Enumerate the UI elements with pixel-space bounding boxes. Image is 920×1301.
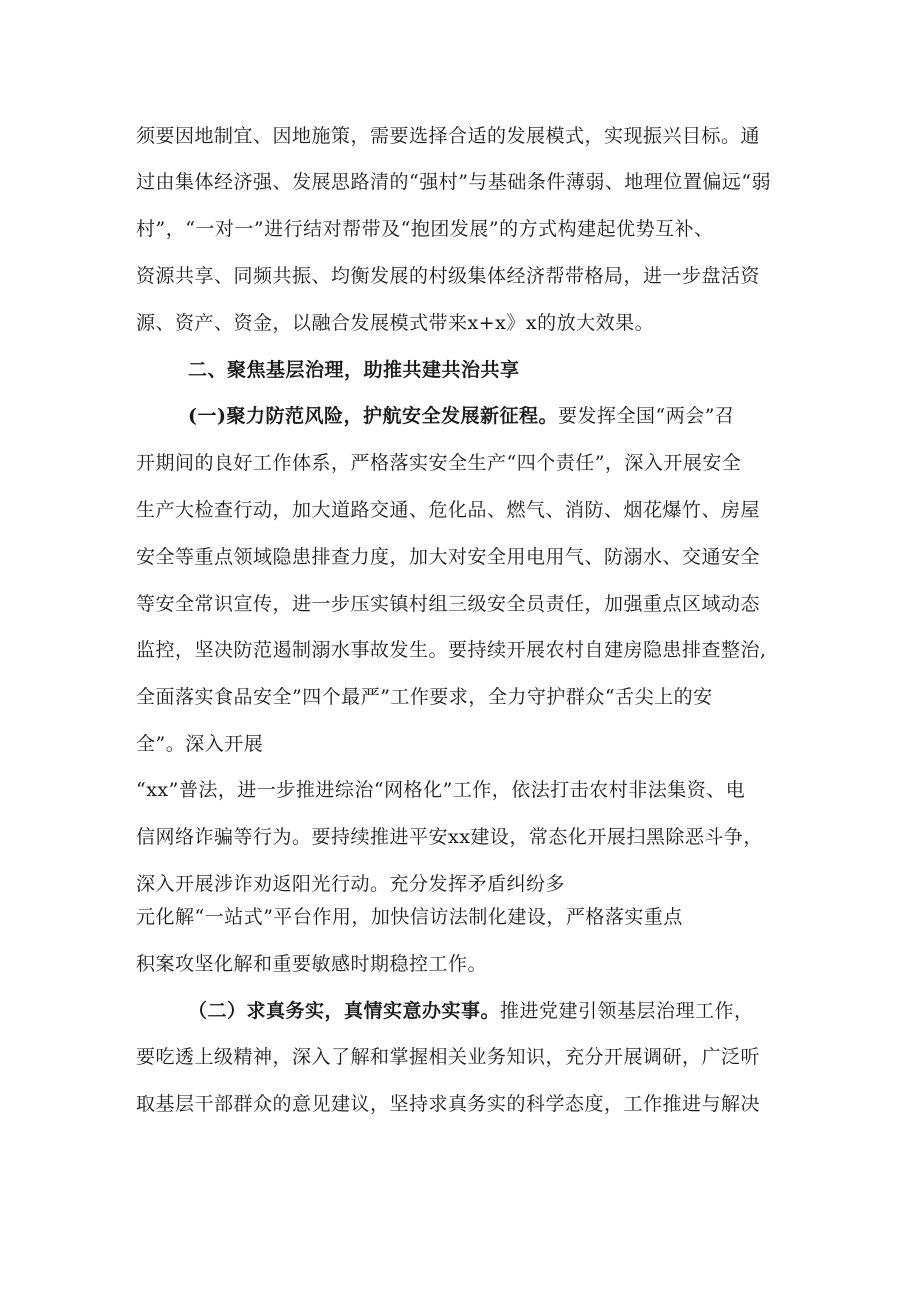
subsection1-line: 深入开展涉诈劝返阳光行动。充分发挥矛盾纠纷多 [136, 873, 566, 895]
intro-line-2: 过由集体经济强、发展思路清的“强村”与基础条件薄弱、地理位置偏远“弱 [136, 171, 772, 193]
subsection1-line: 积案攻坚化解和重要敏感时期稳控工作。 [136, 953, 488, 975]
subsection1-heading: (一)聚力防范风险，护航安全发展新征程。 [188, 405, 558, 427]
subsection1-first-line [188, 404, 734, 428]
subsection1-line: 等安全常识宣传，进一步压实镇村组三级安全员责任，加强重点区域动态 [136, 593, 761, 615]
subsection1-line: 信网络诈骗等行为。要持续推进平安xx建设，常态化开展扫黑除恶斗争， [136, 826, 763, 848]
subsection1-first-line-rest: 要发挥全国“两会”召 [557, 405, 735, 427]
intro-line-3: 村”，“一对一”进行结对帮带及“抱团发展”的方式构建起优势互补、 [136, 218, 714, 240]
subsection2-line: 要吃透上级精神，深入了解和掌握相关业务知识，充分开展调研，广泛听 [136, 1046, 761, 1068]
subsection2-line: 取基层干部群众的意见建议，坚持求真务实的科学态度，工作推进与解决 [136, 1093, 761, 1115]
subsection1-line: 安全等重点领域隐患排查力度，加大对安全用电用气、防溺水、交通安全 [136, 546, 761, 568]
intro-line-4: 资源共享、同频共振、均衡发展的村级集体经济帮带格局，进一步盘活资 [136, 265, 761, 287]
subsection2-heading: （二）求真务实，真情实意办实事。 [188, 1000, 501, 1022]
subsection2-first-line-rest: 推进党建引领基层治理工作， [500, 1000, 754, 1022]
intro-line-1: 须要因地制宜、因地施策，需要选择合适的发展模式，实现振兴目标。通 [136, 125, 761, 147]
intro-line-5: 源、资产、资金，以融合发展模式带来x+x》x的放大效果。 [136, 312, 655, 334]
subsection1-line: 监控，坚决防范遏制溺水事故发生。要持续开展农村自建房隐患排查整治, [136, 639, 767, 661]
subsection1-line: 全面落实食品安全”四个最严”工作要求，全力守护群众“舌尖上的安 [136, 686, 713, 708]
subsection1-line: 生产大检查行动，加大道路交通、危化品、燃气、消防、烟花爆竹、房屋 [136, 499, 761, 521]
subsection1-line: 元化解“一站式”平台作用，加快信访法制化建设，严格落实重点 [136, 906, 683, 928]
subsection1-line: 开期间的良好工作体系，严格落实安全生产“四个责任”，深入开展安全 [136, 452, 742, 474]
section-heading: 二、聚焦基层治理，助推共建共治共享 [188, 359, 520, 381]
subsection1-line: “xx”普法，进一步推进综治“网格化”工作，依法打击农村非法集资、电 [136, 779, 746, 801]
subsection1-line: 全”。深入开展 [136, 733, 264, 755]
subsection2-first-line [188, 999, 754, 1023]
